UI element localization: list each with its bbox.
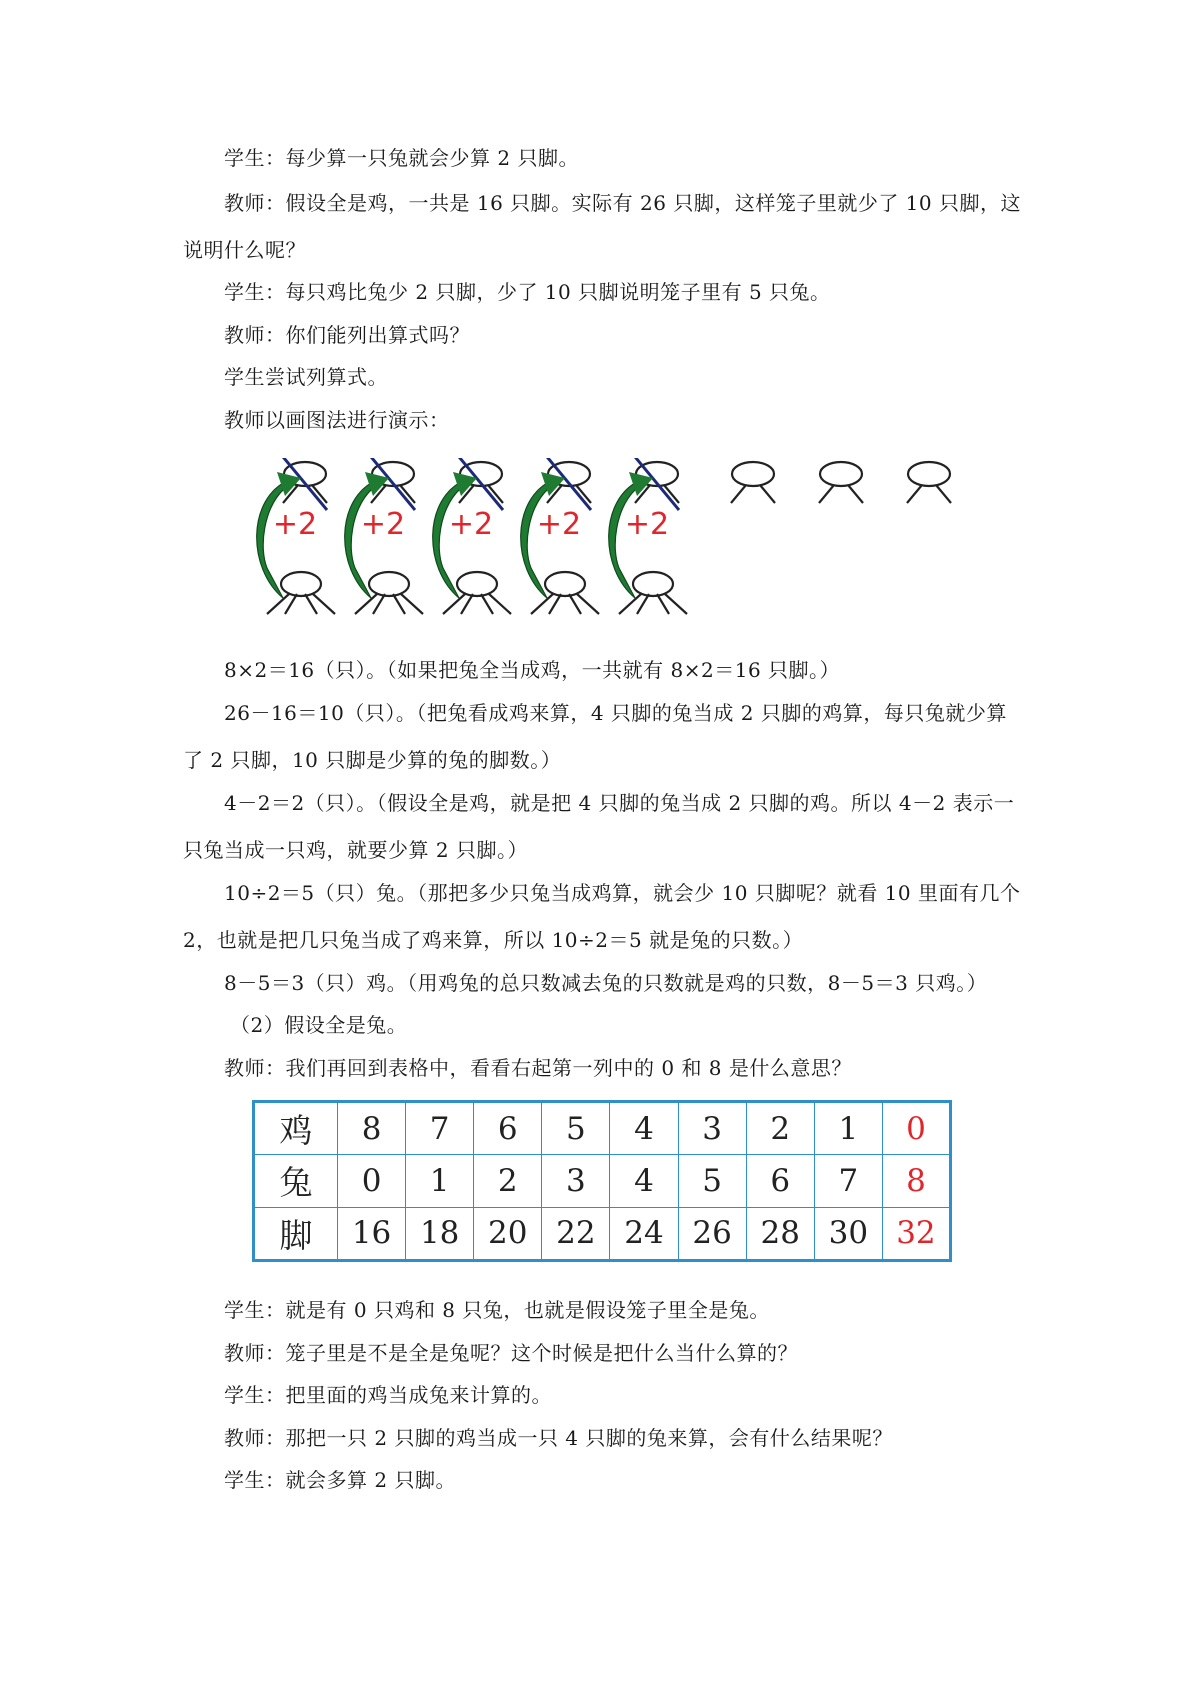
text-line: 学生尝试列算式。 — [224, 365, 388, 389]
plus-two-label: +2 — [536, 507, 582, 542]
text-line: 8－5＝3（只）鸡。（用鸡兔的总只数减去兔的只数就是鸡的只数，8－5＝3 只鸡。） — [224, 971, 988, 995]
text-line: 26－16＝10（只）。（把兔看成鸡来算，4 只脚的兔当成 2 只脚的鸡算，每只兔就少算 — [224, 701, 1007, 725]
text-line: 10÷2＝5（只）兔。（那把多少只兔当成鸡算，就会少 10 只脚呢？就看 10 里面有几个 — [224, 881, 1021, 905]
text-line: 学生：每只鸡比兔少 2 只脚，少了 10 只脚说明笼子里有 5 只兔。 — [224, 280, 831, 304]
table-cell: 24 — [610, 1207, 678, 1260]
chicken-rabbit-table — [252, 1100, 952, 1262]
table-cell: 0 — [882, 1102, 950, 1155]
table-cell: 1 — [814, 1102, 882, 1155]
row-header: 脚 — [254, 1207, 338, 1260]
table-cell: 5 — [542, 1102, 610, 1155]
text-line: 教师：我们再回到表格中，看看右起第一列中的 0 和 8 是什么意思？ — [224, 1056, 852, 1080]
table-cell: 2 — [746, 1102, 814, 1155]
plus-two-label: +2 — [272, 507, 318, 542]
table-cell: 28 — [746, 1207, 814, 1260]
table-cell: 20 — [474, 1207, 542, 1260]
plus-two-label: +2 — [448, 507, 494, 542]
text-line: 学生：就会多算 2 只脚。 — [224, 1468, 456, 1492]
table-cell: 22 — [542, 1207, 610, 1260]
table-cell: 32 — [882, 1207, 950, 1260]
chicken-figure — [731, 462, 775, 503]
row-header: 鸡 — [254, 1102, 338, 1155]
table-cell: 8 — [338, 1102, 406, 1155]
table-cell: 18 — [406, 1207, 474, 1260]
table-cell: 6 — [746, 1155, 814, 1207]
table-cell: 26 — [678, 1207, 746, 1260]
text-line: 教师：那把一只 2 只脚的鸡当成一只 4 只脚的兔来算，会有什么结果呢？ — [224, 1426, 893, 1450]
table-row — [254, 1102, 951, 1155]
table-cell: 0 — [338, 1155, 406, 1207]
drawing-method-diagram — [245, 458, 965, 638]
table-cell: 5 — [678, 1155, 746, 1207]
text-line: 学生：就是有 0 只鸡和 8 只兔，也就是假设笼子里全是兔。 — [224, 1298, 770, 1322]
chicken-figure — [819, 462, 863, 503]
table-cell: 30 — [814, 1207, 882, 1260]
table-cell: 7 — [814, 1155, 882, 1207]
text-line: 教师：假设全是鸡，一共是 16 只脚。实际有 26 只脚，这样笼子里就少了 10 只脚，这 — [224, 191, 1021, 215]
table-cell: 16 — [338, 1207, 406, 1260]
plus-two-label: +2 — [360, 507, 406, 542]
row-header: 兔 — [254, 1155, 338, 1207]
table-cell: 2 — [474, 1155, 542, 1207]
chicken-figure — [907, 462, 951, 503]
text-line: 了 2 只脚，10 只脚是少算的兔的脚数。） — [183, 748, 562, 772]
chicken-rabbit-table-wrap — [252, 1100, 952, 1262]
text-line: 说明什么呢？ — [183, 238, 306, 262]
table-cell: 4 — [610, 1102, 678, 1155]
text-line: 教师：你们能列出算式吗？ — [224, 323, 470, 347]
plus-two-label: +2 — [624, 507, 670, 542]
table-cell: 3 — [542, 1155, 610, 1207]
table-cell: 7 — [406, 1102, 474, 1155]
table-row — [254, 1207, 951, 1260]
table-cell: 3 — [678, 1102, 746, 1155]
text-line: 只兔当成一只鸡，就要少算 2 只脚。） — [183, 838, 528, 862]
text-line: 教师：笼子里是不是全是兔呢？这个时候是把什么当什么算的？ — [224, 1341, 798, 1365]
text-line: 8×2＝16（只）。（如果把兔全当成鸡，一共就有 8×2＝16 只脚。） — [224, 658, 841, 682]
table-cell: 8 — [882, 1155, 950, 1207]
text-line: （2）假设全是兔。 — [230, 1013, 408, 1037]
text-line: 2，也就是把几只兔当成了鸡来算，所以 10÷2＝5 就是兔的只数。） — [183, 928, 804, 952]
text-line: 学生：每少算一只兔就会少算 2 只脚。 — [224, 146, 579, 170]
table-cell: 1 — [406, 1155, 474, 1207]
text-line: 4－2＝2（只）。（假设全是鸡，就是把 4 只脚的兔当成 2 只脚的鸡。所以 4－2 表示一 — [224, 791, 1015, 815]
table-cell: 4 — [610, 1155, 678, 1207]
table-cell: 6 — [474, 1102, 542, 1155]
table-row — [254, 1155, 951, 1207]
text-line: 教师以画图法进行演示： — [224, 408, 450, 432]
text-line: 学生：把里面的鸡当成兔来计算的。 — [224, 1383, 552, 1407]
